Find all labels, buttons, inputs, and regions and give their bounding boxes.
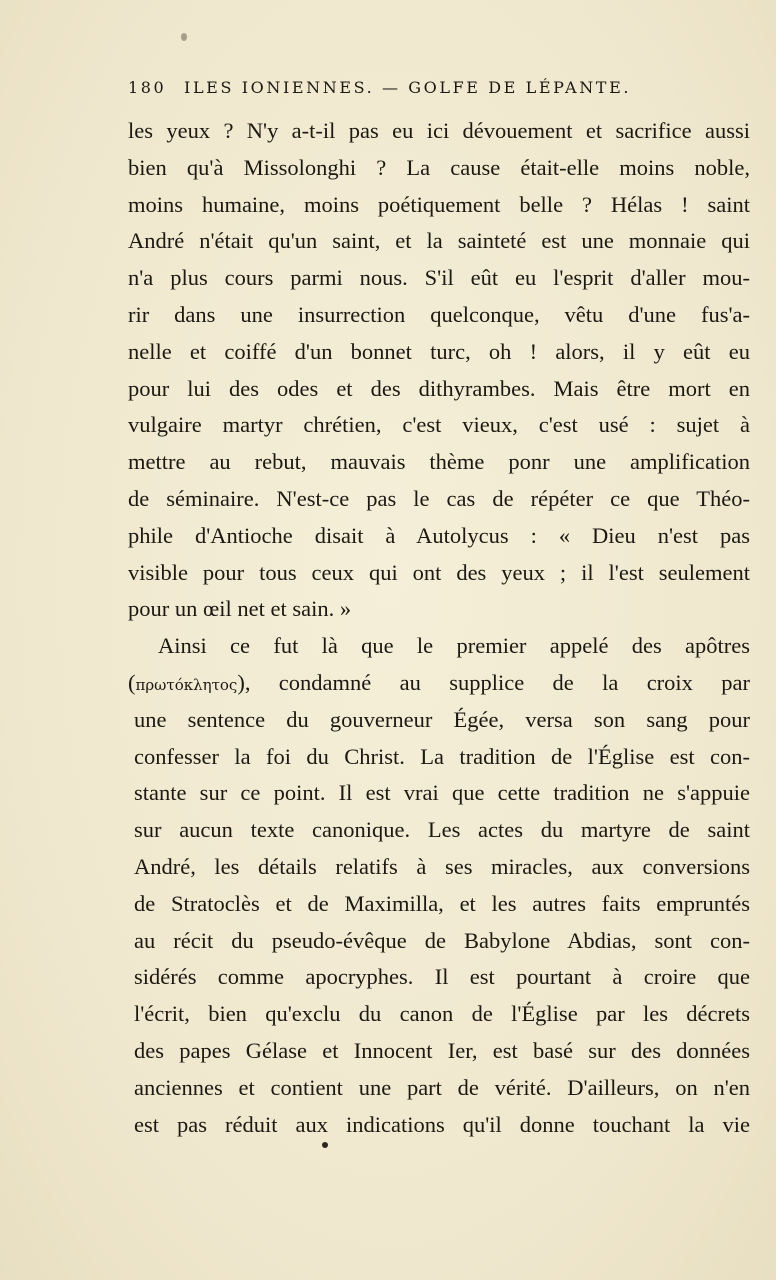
- text-line: l'écrit, bien qu'exclu du canon de l'Église par les décrets: [134, 1001, 750, 1027]
- text-line: une sentence du gouverneur Égée, versa son sang pour: [134, 706, 750, 732]
- running-title: ILES IONIENNES. — GOLFE DE LÉPANTE.: [184, 78, 632, 97]
- text-line: des papes Gélase et Innocent Ier, est basé sur des données: [134, 1037, 750, 1063]
- text-line-greek: [128, 665, 750, 702]
- page-body: [128, 113, 750, 1143]
- text-line: sidérés comme apocryphes. Il est pourtant à croire que: [134, 964, 750, 990]
- text-line: rir dans une insurrection quelconque, vêtu d'une fus'a-: [128, 301, 750, 327]
- text-line: anciennes et contient une part de vérité. D'ailleurs, on n'en: [134, 1074, 750, 1100]
- text-line: bien qu'à Missolonghi ? La cause était-elle moins noble,: [128, 154, 750, 180]
- page-number: 180: [128, 78, 167, 97]
- ink-dot: [322, 1142, 328, 1148]
- text-line: phile d'Antioche disait à Autolycus : « Dieu n'est pas: [128, 522, 750, 548]
- text-line: de Stratoclès et de Maximilla, et les autres faits empruntés: [134, 890, 750, 916]
- running-header: [128, 78, 688, 97]
- greek-paren-open: (: [128, 669, 136, 695]
- text-line: stante sur ce point. Il est vrai que cette tradition ne s'appuie: [134, 780, 750, 806]
- text-line: au récit du pseudo-évêque de Babylone Abdias, sont con-: [134, 927, 750, 953]
- text-line: vulgaire martyr chrétien, c'est vieux, c'est usé : sujet à: [128, 412, 750, 438]
- text-line: André, les détails relatifs à ses miracles, aux conversions: [134, 853, 750, 879]
- text-line: de séminaire. N'est-ce pas le cas de répéter ce que Théo-: [128, 485, 750, 511]
- text-line: n'a plus cours parmi nous. S'il eût eu l'esprit d'aller mou-: [128, 265, 750, 291]
- text-line: visible pour tous ceux qui ont des yeux ; il l'est seulement: [128, 559, 750, 585]
- text-line: pour lui des odes et des dithyrambes. Mais être mort en: [128, 375, 750, 401]
- paragraph-1: [128, 113, 750, 628]
- paragraph-2: [128, 628, 750, 1143]
- greek-word: πρωτόκλητος: [135, 675, 238, 694]
- text-after-greek: ), condamné au supplice de la croix par: [237, 669, 750, 695]
- ink-speck: [181, 33, 187, 41]
- text-line: les yeux ? N'y a-t-il pas eu ici dévouement et sacrifice aussi: [128, 118, 750, 143]
- text-line: nelle et coiffé d'un bonnet turc, oh ! alors, il y eût eu: [128, 338, 750, 364]
- text-line: mettre au rebut, mauvais thème ponr une amplification: [128, 449, 750, 475]
- text-line: confesser la foi du Christ. La tradition de l'Église est con-: [134, 743, 750, 769]
- text-line: André n'était qu'un saint, et la sainteté est une monnaie qui: [128, 228, 750, 254]
- text-line: sur aucun texte canonique. Les actes du martyre de saint: [134, 817, 750, 843]
- text-line: est pas réduit aux indications qu'il donne touchant la vie: [134, 1111, 750, 1137]
- text-line: pour un œil net et sain. »: [128, 596, 352, 622]
- text-line: Ainsi ce fut là que le premier appelé des apôtres: [158, 633, 750, 659]
- text-line: moins humaine, moins poétiquement belle ? Hélas ! saint: [128, 191, 750, 217]
